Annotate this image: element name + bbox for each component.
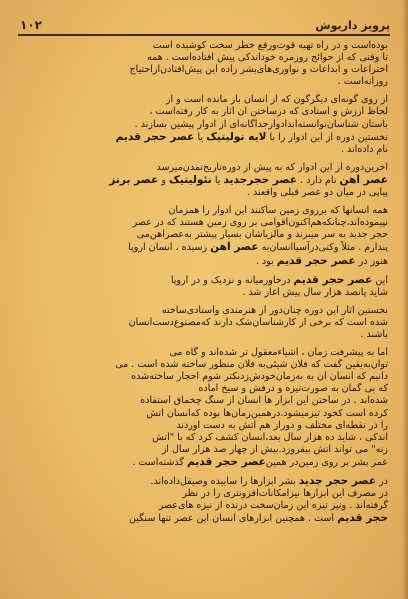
page-spine-shadow	[402, 0, 408, 599]
emphasized-term: عصر حجرجدید	[223, 173, 298, 186]
paragraph	[22, 347, 388, 469]
text-line: توان‌به‌یقین گفت که فلان شیئی‌به فلان منظور ساخته شده است . می	[115, 359, 388, 371]
text-line: دانیم که انسان آن به به‌زمان‌خودش‌زدنکتر شوم احجار ساخته‌شده	[131, 371, 388, 383]
paragraph	[22, 305, 388, 341]
text-line: پندارم . مثلاً وکتی‌درآسیا‌انسان‌به عصر آهن رسیده ، انسان اروپا	[128, 241, 388, 254]
text-line: زنه" می تواند آتش بیفروزد.بیش از چهار صد هزار سال از	[161, 443, 388, 455]
text-line: در عصر حجر جدید بشر ابزار‌ها را ساییده وصیقل‌داده‌اند.	[150, 475, 388, 487]
paragraph	[22, 205, 388, 267]
text-line: گرفته‌اند . ونیز تیزه این زمان‌سخت درنده از نیزه های‌عصر	[158, 500, 388, 512]
text-line: را در نقطه‌ای مختلف و دوراز هم آتش به دست آوردند	[176, 419, 388, 431]
text-line: عصر آهن نام دارد . عصر حجرجدید یا نئولیتیک و عصر برنز	[109, 173, 388, 186]
emphasized-term: نئولیتیک	[169, 173, 212, 186]
text-line: پیاپی در میان دو عصر قبلی واقعند .	[246, 187, 388, 199]
page-header	[20, 10, 390, 32]
paragraph	[22, 40, 388, 88]
emphasized-term: عصر برنز	[109, 173, 159, 186]
paragraph	[22, 162, 388, 199]
text-line: نام داده‌اند .	[340, 143, 388, 155]
text-line: این عصر حجر قدیم درخاورمیانه و نزدیک و در اروپا	[170, 273, 388, 286]
text-line: تا وقتی که از حوائج روزمره خودآندکی پیش افتاده‌است . همه	[147, 52, 388, 64]
text-line: که بی گمان به صورت‌تیزه و درفش و سیخ آماده	[198, 383, 388, 395]
text-line: هنوز در عصر حجر قدیم بود .	[255, 254, 388, 267]
text-line: اما به پیشرفت زمان ، اشیاءمعقول تر شده‌اند و گاه می	[169, 347, 388, 359]
header-rule	[18, 34, 390, 36]
text-line: نپیموده‌اند،چنانکه‌هم‌اکنون‌اقوامی بر روی زمین هستند که در عصر	[132, 217, 388, 229]
text-line: روزانه‌است .	[337, 76, 388, 88]
paragraph	[22, 475, 388, 525]
text-line: نخستین دوره از این ادوار را با لایه نولیتیک یا عصر حجر قدیم	[115, 130, 388, 143]
emphasized-term: عصر حجر قدیم	[293, 273, 373, 286]
text-line: کرده است کخود تیز‌میشود.درهمین‌زمان‌ها بوده که‌انسان آتش	[146, 407, 388, 419]
paragraph	[22, 94, 388, 155]
text-line: همه انسانها که برروی زمین ساکنند این ادوار را همزمان	[168, 205, 388, 217]
text-line: حجر قدیم است . همچنین ابزار‌های انسان این عصر تنها سنگین	[129, 512, 388, 525]
emphasized-term: لایه نولیتیک	[206, 130, 267, 143]
emphasized-term: حجر قدیم	[337, 512, 388, 525]
emphasized-term: عصر حجر قدیم	[115, 130, 195, 143]
text-line: اندکی ، شاید ده هزار سال بعد،انسان کشف کرد که با "آتش	[152, 431, 388, 443]
running-title: پرویز داریوش	[315, 19, 390, 32]
text-line: باستان شناسان‌توانسته‌اند‌ادوار‌جداگانه‌ای از ادوار پیشین بسازند .	[134, 118, 388, 130]
emphasized-term: عصر حجر قدیم	[276, 254, 356, 267]
body-text	[22, 40, 388, 525]
emphasized-term: عصر حجر جدید	[298, 475, 377, 487]
text-line: شاید پانصد هزار سال پیش آغاز شد .	[242, 286, 388, 298]
text-line: حجر جدید به سر میبرند و مالزیاشان بسیار پیشتر به‌عصرآهن‌می	[136, 229, 388, 241]
emphasized-term: عصر آهن	[210, 241, 259, 254]
text-line: آخرین‌دوره از این ادوار که به پیش از دوره‌تاریخ‌تمدن‌میرسد	[156, 161, 388, 173]
text-line: از روی گونه‌ای دیگرگون که از انسان باز مانده است و از	[165, 94, 388, 106]
text-line: لحاظ ارزش و استادی که درساختن آن آثار به کار رفته‌است ،	[149, 106, 388, 118]
emphasized-term: عصر آهن	[339, 173, 388, 186]
emphasized-term: عصر حجر قدیم	[187, 455, 266, 468]
paragraph	[22, 274, 388, 299]
page-number: ١٠٢	[20, 18, 42, 32]
text-line: شده است که برخی از کارشناسان‌شک دارند که‌مصنوع‌دست‌انسان	[128, 316, 388, 328]
text-line: بوده‌است و در راه تهیه قوت‌ورفع خطر سخت کوشیده است	[152, 40, 388, 51]
text-line: عمر بشر بر روی زمین‌در همین‌عصر حجر قدیم گذشته‌است .	[132, 455, 388, 468]
text-line: در مصرف این ابزار‌ها نیز‌امکانات‌افزونتری را در نظر	[182, 488, 388, 500]
text-line: باشند .	[360, 328, 388, 340]
text-line: اختراعات و ابداعات و نوآوری‌های‌بشر زاده این پیش‌افتادن‌ازاحتیاج	[129, 64, 388, 76]
text-line: شده‌اند . در ساختن این ابزار ها انسان از سنگ چخماق استفاده	[140, 395, 388, 407]
text-line: نخستین آثار این دوره چنان‌دور از هنرمندی واستادی‌ساخته	[161, 304, 388, 316]
